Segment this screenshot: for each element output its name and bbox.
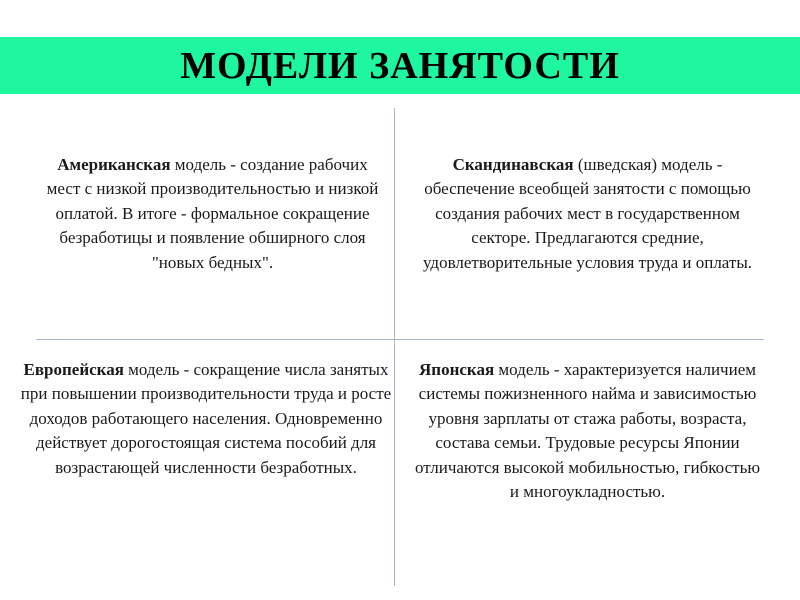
model-name-scandinavian: Скандинавская (452, 155, 574, 174)
title-bar (0, 37, 800, 94)
quadrant-scandinavian (410, 153, 765, 275)
model-text-japanese: модель - характеризуется наличием системы пожизненного найма и зависимостью уровня зарплаты от стажа работы, возраста, состава семьи. Трудовые ресурсы Японии отличаются высокой мобильностью, гибкостью и многоукладностью. (414, 360, 761, 502)
model-name-american: Американская (57, 155, 171, 174)
quadrant-european (20, 358, 392, 480)
model-name-japanese: Японская (419, 360, 495, 379)
quadrant-american (40, 153, 385, 275)
page-title: МОДЕЛИ ЗАНЯТОСТИ (180, 44, 620, 87)
horizontal-divider (36, 339, 764, 340)
model-text-american: модель - создание рабочих мест с низкой производительностью и низкой оплатой. В итоге - формальное сокращение безработицы и появление обширного слоя "новых бедных". (46, 155, 379, 272)
model-text-european: модель - сокращение числа занятых при повышении производительности труда и росте доходов работающего населения. Одновременно действует дорогостоящая система пособий для возрастающей численности безработных. (20, 360, 392, 477)
vertical-divider (394, 108, 395, 586)
model-text-scandinavian: (шведская) модель - обеспечение всеобщей занятости с помощью создания рабочих мест в государственном секторе. Предлагаются средние, удовлетворительные условия труда и оплаты. (422, 155, 753, 272)
model-name-european: Европейская (23, 360, 124, 379)
quadrant-japanese (410, 358, 765, 504)
